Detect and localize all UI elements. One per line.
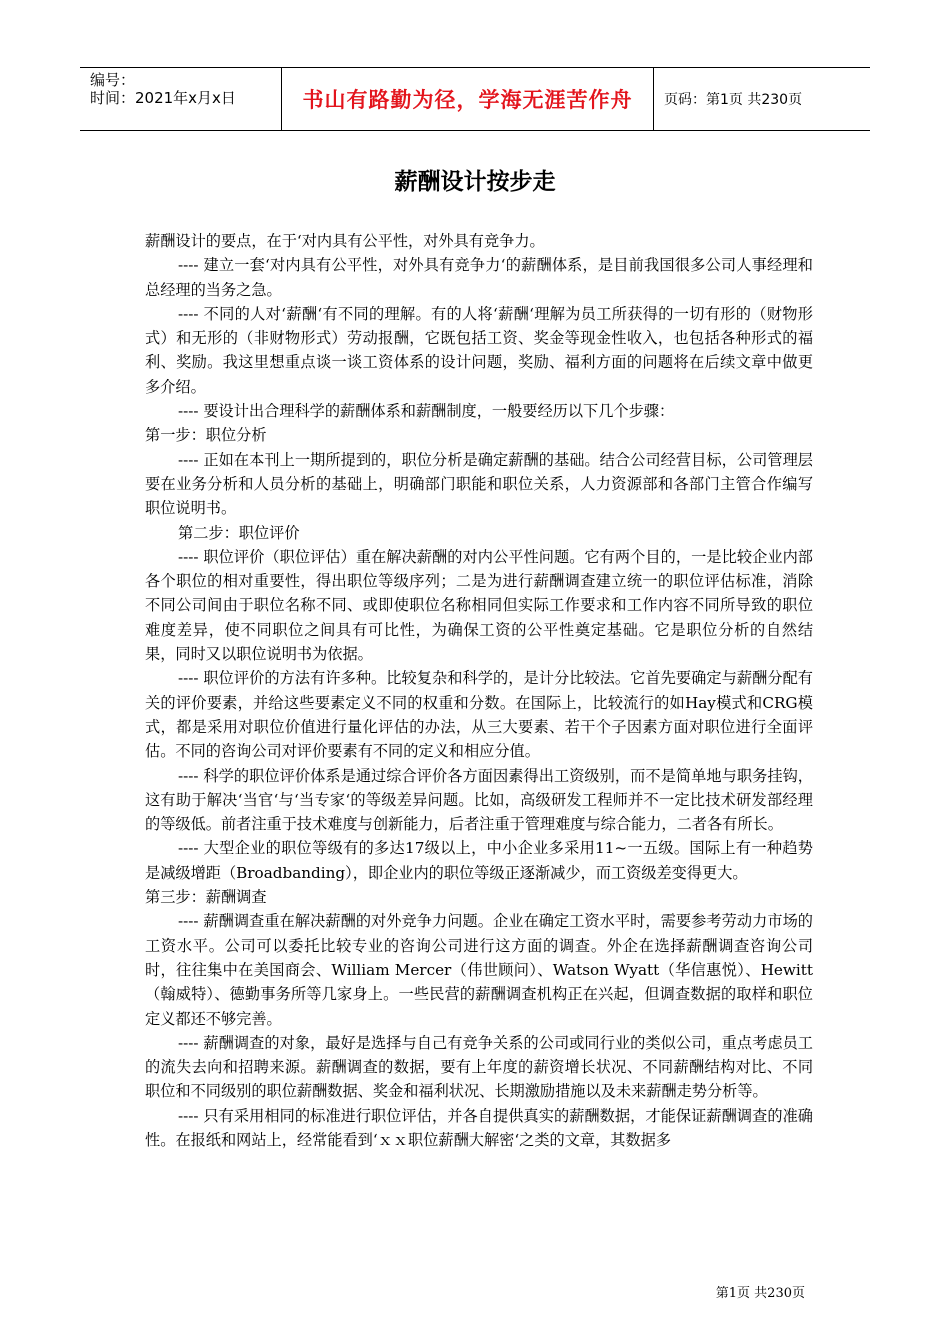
header-meta xyxy=(80,68,282,130)
document-title: 薪酬设计按步走 xyxy=(394,169,556,195)
document-header xyxy=(80,67,870,131)
paragraph: ---- 正如在本刊上一期所提到的，职位分析是确定薪酬的基础。结合公司经营目标，公司管理层要在业务分析和人员分析的基础上，明确部门职能和职位关系，人力资源部和各部门主管合作编写职位说明书。 xyxy=(145,450,813,518)
serial-number-label: 编号： xyxy=(90,71,136,89)
date-label: 时间：2021年x月x日 xyxy=(90,89,236,107)
section-heading: 第三步：薪酬调查 xyxy=(145,888,267,907)
paragraph: ---- 只有采用相同的标准进行职位评估，并各自提供真实的薪酬数据，才能保证薪酬调查的准确性。在报纸和网站上，经常能看到‘ｘｘ职位薪酬大解密‘之类的文章，其数据多 xyxy=(145,1106,813,1149)
paragraph: ---- 薪酬调查的对象，最好是选择与自己有竞争关系的公司或同行业的类似公司，重点考虑员工的流失去向和招聘来源。薪酬调查的数据，要有上年度的薪资增长状况、不同薪酬结构对比、不同职位和不同级别的职位薪酬数据、奖金和福利状况、长期激励措施以及未来薪酬走势分析等。 xyxy=(145,1033,813,1101)
paragraph: ---- 科学的职位评价体系是通过综合评价各方面因素得出工资级别，而不是简单地与职务挂钩，这有助于解决‘当官‘与‘当专家‘的等级差异问题。比如，高级研发工程师并不一定比技术研发部经理的等级低。前者注重于技术难度与创新能力，后者注重于管理难度与综合能力，二者各有所长。 xyxy=(145,766,813,834)
page-info-text: 页码：第1页 共230页 xyxy=(664,92,803,108)
paragraph: ---- 不同的人对‘薪酬‘有不同的理解。有的人将‘薪酬‘理解为员工所获得的一切有形的（财物形式）和无形的（非财物形式）劳动报酬，它既包括工资、奖金等现金性收入，也包括各种形式的福利、奖励。我这里想重点谈一谈工资体系的设计问题，奖励、福利方面的问题将在后续文章中做更多介绍。 xyxy=(145,304,813,396)
section-heading: 第二步：职位评价 xyxy=(178,523,300,542)
header-page-info xyxy=(654,68,870,130)
paragraph: ---- 要设计出合理科学的薪酬体系和薪酬制度，一般要经历以下几个步骤： xyxy=(178,402,675,421)
paragraph: ---- 大型企业的职位等级有的多达17级以上，中小企业多采用11~一五级。国际上有一种趋势是减级增距（Broadbanding），即企业内的职位等级正逐渐减少，而工资级差变得更大。 xyxy=(145,839,813,882)
section-heading: 第一步：职位分析 xyxy=(145,426,267,445)
motto-text: 书山有路勤为径，学海无涯苦作舟 xyxy=(302,88,633,112)
paragraph: 薪酬设计的要点，在于‘对内具有公平性，对外具有竞争力。 xyxy=(145,232,545,250)
document-body xyxy=(145,229,813,1152)
paragraph: ---- 建立一套‘对内具有公平性，对外具有竞争力‘的薪酬体系，是目前我国很多公司人事经理和总经理的当务之急。 xyxy=(145,256,813,299)
paragraph: ---- 薪酬调查重在解决薪酬的对外竞争力问题。企业在确定工资水平时，需要参考劳动力市场的工资水平。公司可以委托比较专业的咨询公司进行这方面的调查。外企在选择薪酬调查咨询公司时，往往集中在美国商会、William Mercer（伟世顾问）、Watson Wyatt（华信惠悦）、Hewitt（翰威特）、德勤事务所等几家身上。一些民营的薪酬调查机构正在兴起，但调查数据的取样和职位定义都还不够完善。 xyxy=(145,912,813,1028)
paragraph: ---- 职位评价（职位评估）重在解决薪酬的对内公平性问题。它有两个目的，一是比较企业内部各个职位的相对重要性，得出职位等级序列；二是为进行薪酬调查建立统一的职位评估标准，消除不同公司间由于职位名称不同、或即使职位名称相同但实际工作要求和工作内容不同所导致的职位难度差异，使不同职位之间具有可比性，为确保工资的公平性奠定基础。它是职位分析的自然结果，同时又以职位说明书为依据。 xyxy=(145,547,813,664)
header-motto-cell xyxy=(282,68,654,130)
page-footer: 第1页 共230页 xyxy=(715,1286,805,1301)
paragraph: ---- 职位评价的方法有许多种。比较复杂和科学的，是计分比较法。它首先要确定与薪酬分配有关的评价要素，并给这些要素定义不同的权重和分数。在国际上，比较流行的如Hay模式和CRG模式，都是采用对职位价值进行量化评估的办法，从三大要素、若干个子因素方面对职位进行全面评估。不同的咨询公司对评价要素有不同的定义和相应分值。 xyxy=(145,669,813,761)
